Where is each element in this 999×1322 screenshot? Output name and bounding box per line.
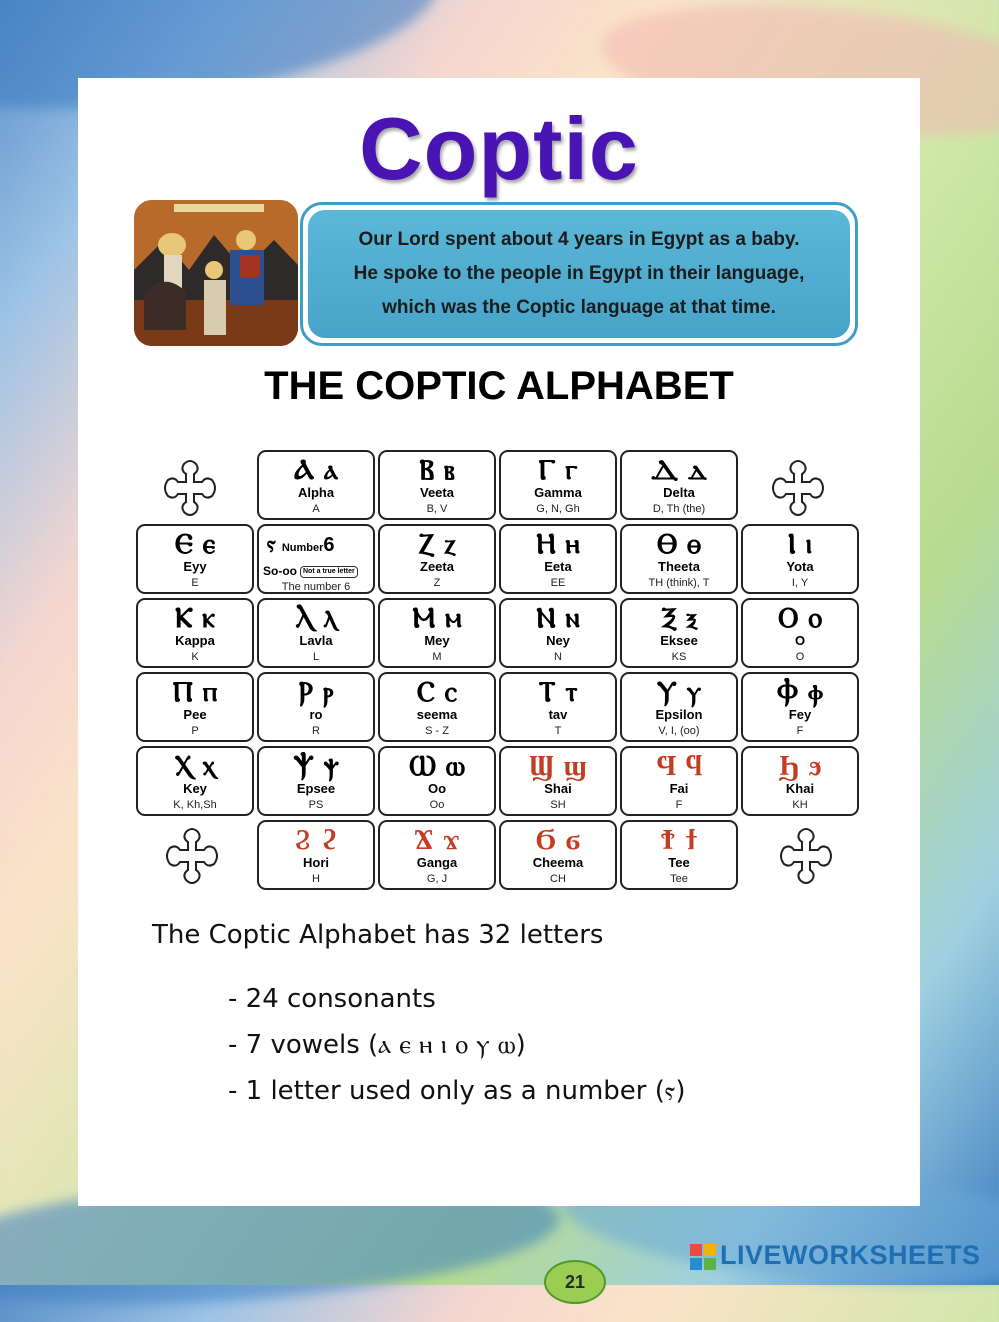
letter-cell [378,746,496,816]
letter-sound: I, Y [791,577,809,589]
letter-sound: K, Kh,Sh [173,799,217,811]
summary-heading: The Coptic Alphabet has 32 letters [152,920,604,950]
letter-glyphs: Ⲅ ⲅ [538,453,578,486]
letter-sound: O [795,651,805,663]
letter-cell [499,598,617,668]
letter-name: Pee [183,707,207,722]
callout-line: which was the Coptic language at that time. [382,297,776,318]
letter-glyphs: ⲋ Number6 [267,531,335,557]
liveworksheets-logo-icon [690,1244,716,1270]
letter-sound: TH (think), T [648,577,710,589]
coptic-cross-icon [162,826,222,886]
not-true-letter-note: Not a true letter [300,566,358,578]
letter-sound: K [191,651,199,663]
letter-cell [257,820,375,890]
holy-family-icon [134,200,298,346]
letter-sound: F [796,725,804,737]
letter-cell [136,672,254,742]
letter-glyphs: Ϯ ϯ [660,823,698,856]
letter-name: Eeta [544,559,572,574]
letter-name: ro [309,707,323,722]
letter-cell [136,524,254,594]
letter-glyphs: Ⲟ ⲟ [778,601,822,634]
letter-sound: B, V [426,503,448,515]
letter-glyphs: Ⲡ ⲡ [172,675,218,708]
letter-name: O [794,633,806,648]
letter-sound: P [191,725,199,737]
letter-name: Ney [546,633,570,648]
page-number-badge: 21 [544,1260,606,1304]
letter-name: Zeeta [420,559,454,574]
letter-sound: D, Th (the) [652,503,706,515]
letter-glyphs: Ϣ ϣ [529,749,587,782]
letter-glyphs: Ⲇ ⲇ [651,453,707,486]
letter-cell [378,450,496,520]
letter-glyphs: Ϥ ϥ [655,749,703,782]
letter-sound: G, N, Gh [536,503,580,515]
letter-cell [499,524,617,594]
letter-glyphs: Ⲓ ⲓ [787,527,813,560]
letter-cell [620,524,738,594]
letter-name: Tee [668,855,690,870]
letter-sound: KS [671,651,687,663]
letter-name: Khai [785,781,815,796]
letter-name: So-oo Not a true letter [259,563,373,579]
letter-name: Epsilon [655,707,703,722]
letter-name: Mey [424,633,450,648]
letter-glyphs: Ⲱ ⲱ [409,749,465,782]
letter-name: Hori [303,855,329,870]
letter-name: Cheema [532,855,584,870]
letter-cell [741,598,859,668]
letter-cell [499,820,617,890]
letter-cell [378,820,496,890]
callout-line: Our Lord spent about 4 years in Egypt as a baby. [358,229,800,250]
letter-glyphs: Ⲁ ⲁ [294,453,338,486]
letter-cell [499,746,617,816]
letter-cell [741,672,859,742]
letter-cell [257,450,375,520]
letter-cell [136,746,254,816]
letter-name: Fai [669,781,689,796]
letter-sound: KH [792,799,808,811]
page-title: Coptic [359,99,639,198]
letter-name: Lavla [299,633,333,648]
callout-line: He spoke to the people in Egypt in their language, [353,263,805,284]
letter-sound: R [312,725,320,737]
letter-cell [741,746,859,816]
coptic-cross-icon [768,458,828,518]
letter-cell [136,598,254,668]
letter-sound: CH [550,873,566,885]
letter-name: Veeta [420,485,454,500]
letter-cell [499,672,617,742]
letter-name: Yota [786,559,814,574]
letter-sound: L [312,651,320,663]
letter-sound: A [312,503,320,515]
letter-glyphs: Ⲛ ⲛ [536,601,580,634]
letter-name: Alpha [297,485,335,500]
letter-sound: H [312,873,320,885]
letter-sound: E [191,577,199,589]
letter-sound: G, J [426,873,448,885]
letter-cell [620,820,738,890]
letter-name: tav [548,707,568,722]
letter-glyphs: Ⲣ ⲣ [298,675,334,708]
letter-sound: Oo [429,799,445,811]
letter-name: Delta [663,485,695,500]
letter-cell [378,524,496,594]
summary-item: - 24 consonants [228,984,436,1014]
letter-sound: N [554,651,562,663]
letter-glyphs: Ⲉ ⲉ [174,527,216,560]
letter-name: Kappa [175,633,215,648]
letter-glyphs: Ⲙ ⲙ [412,601,462,634]
letter-name: Gamma [534,485,582,500]
letter-name: Ganga [416,855,458,870]
letter-name: Key [183,781,207,796]
letter-name: Oo [427,781,447,796]
letter-glyphs: Ⲧ ⲧ [538,675,578,708]
letter-glyphs: Ⲩ ⲩ [656,675,702,708]
letter-sound: S - Z [425,725,449,737]
letter-sound: Tee [670,873,688,885]
letter-glyphs: Ⲕ ⲕ [174,601,216,634]
summary-item: - 1 letter used only as a number (ⲋ) [228,1076,686,1106]
letter-cell [620,746,738,816]
letter-sound: T [554,725,562,737]
letter-cell [620,450,738,520]
letter-sound: PS [308,799,324,811]
letter-glyphs: Ⲫ ⲫ [776,675,824,708]
letter-name: seema [416,707,458,722]
summary-item: - 7 vowels (ⲁ ⲉ ⲏ ⲓ ⲟ ⲩ ⲱ) [228,1030,526,1060]
letter-cell [378,598,496,668]
letter-glyphs: Ϩ ϩ [294,823,338,856]
letter-name: Fey [788,707,812,722]
letter-sound: The number 6 [281,581,351,593]
number-label-text: Number [281,542,324,554]
letter-sound: Z [433,577,441,589]
letter-name: Shai [544,781,572,796]
letter-name: Epsee [296,781,336,796]
letter-glyphs: Ⲏ ⲏ [536,527,580,560]
letter-glyphs: Ϫ ϫ [414,823,460,856]
letter-glyphs: Ⲯ ⲯ [293,749,339,782]
intro-callout [300,202,858,346]
letter-cell [257,672,375,742]
letter-glyphs: Ⲝ ⲝ [661,601,697,634]
letter-sound: M [432,651,442,663]
letter-cell [257,524,375,594]
letter-glyphs: Ⲃ ⲃ [419,453,455,486]
letter-sound: F [675,799,683,811]
alphabet-heading: THE COPTIC ALPHABET [264,364,734,408]
alphabet-grid [136,450,864,896]
letter-cell [620,672,738,742]
letter-sound: SH [550,799,566,811]
brand-wordmark[interactable]: LIVEWORKSHEETS [720,1240,981,1270]
letter-glyphs: Ⲗ ⲗ [295,601,337,634]
letter-sound: V, I, (oo) [658,725,700,737]
letter-glyphs: Ⲥ ⲥ [416,675,458,708]
letter-glyphs: Ⲍ ⲍ [418,527,456,560]
letter-cell [741,524,859,594]
letter-name: Eyy [183,559,207,574]
letter-glyphs: Ϧ ϧ [778,749,822,782]
alphabet-summary [152,920,685,1114]
letter-glyphs: Ϭ ϭ [535,823,581,856]
number-value: 6 [323,534,335,556]
letter-glyphs: Ⲭ ⲭ [174,749,216,782]
coptic-cross-icon [160,458,220,518]
coptic-cross-icon [776,826,836,886]
letter-name: Eksee [660,633,698,648]
letter-cell [257,746,375,816]
letter-name: Theeta [658,559,700,574]
letter-cell [499,450,617,520]
letter-cell [257,598,375,668]
letter-sound: EE [550,577,566,589]
letter-cell [620,598,738,668]
letter-glyphs: Ⲑ ⲑ [657,527,701,560]
letter-cell [378,672,496,742]
